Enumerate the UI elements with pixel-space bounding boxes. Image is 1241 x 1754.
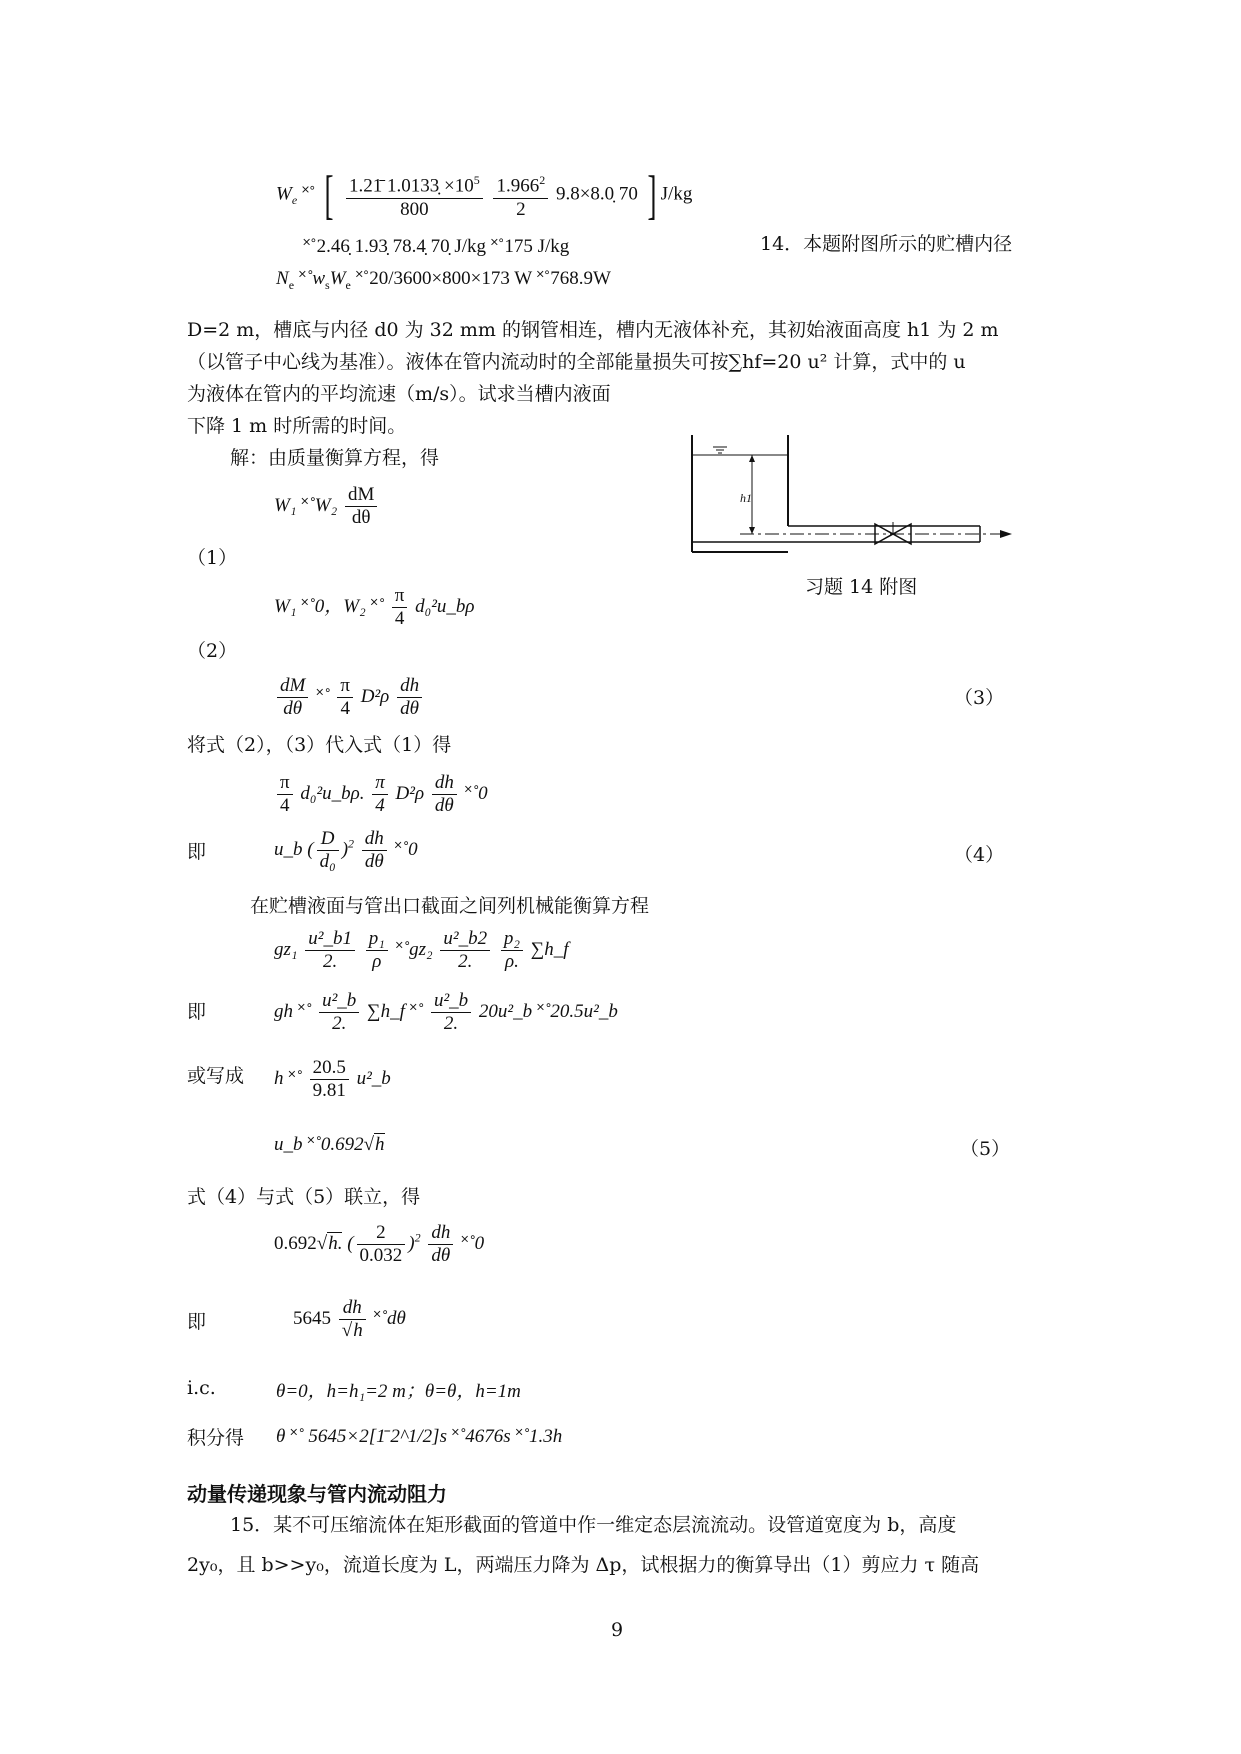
- combine-text: 式（4）与式（5）联立，得: [187, 1186, 421, 1208]
- eq3: $\frac{dM}{d\theta}$ ˟˚ $\frac{\pi}{4}$ D²ρ $\frac{dh}{d\theta}$: [274, 675, 425, 720]
- integ-label: 积分得: [187, 1427, 245, 1449]
- solution-intro: 解：由质量衡算方程，得: [230, 447, 440, 469]
- Ne-line: $N_e$ $˟˚w_sW_e$ ˟˚20/3600×800×173 W ˟˚768.9W: [276, 268, 611, 292]
- ji-3: 即: [187, 1311, 207, 1333]
- problem14-line3: 为液体在管内的平均流速（m/s）。试求当槽内液面: [187, 383, 611, 405]
- problem14-line1: D=2 m，槽底与内径 d0 为 32 mm 的钢管相连，槽内无液体补充，其初始液面高度 h1 为 2 m: [187, 319, 999, 341]
- h1-label: h1: [740, 491, 752, 505]
- eq4: u_b ( $\frac{D}{\text{d₀}}$ )$^2$ $\frac{dh}{d\theta}$ ˟˚0: [274, 828, 418, 872]
- problem15-line2: 2y₀，且 b>>y₀，流道长度为 L，两端压力降为 Δp，试根据力的衡算导出（1）剪应力 τ 随高: [187, 1554, 980, 1576]
- section-heading: 动量传递现象与管内流动阻力: [187, 1482, 447, 1506]
- problem14-lead: 14．本题附图所示的贮槽内径: [760, 233, 1013, 255]
- ic-conditions: θ=0，h=h₁=2 m；θ=θ，h=1m: [276, 1381, 521, 1402]
- ic-label: i.c.: [187, 1377, 216, 1399]
- eq1: W₁ ˟˚W₂ $\frac{dM}{d\theta}$: [274, 484, 380, 529]
- eq-energy-simplified: gh ˟˚ $\frac{\text{u²\_b}}{2.}$ ∑h_f ˟˚ $\frac{\text{u²\_b}}{2.}$ 20u²_b ˟˚20.5u²_b: [274, 990, 618, 1034]
- left-bracket: [: [324, 165, 334, 225]
- eq4a: $\frac{\pi}{4}$ d₀²u_bρ. $\frac{\pi}{4}$ D²ρ $\frac{dh}{d\theta}$ ˟˚0: [274, 772, 488, 817]
- huo-xiecheng: 或写成: [187, 1065, 245, 1087]
- fraction-2: $\frac{1.966^2}{2}$: [493, 169, 548, 220]
- eq5-label: （5）: [960, 1138, 1011, 1160]
- page-number: 9: [611, 1619, 624, 1641]
- eq-energy-balance: gz₁ $\frac{\text{u²\_b1}}{2.}$ $\frac{\text{p₁}}{\rho}$ ˟˚gz₂ $\frac{\text{u²\_b2}}{2.}$ $\frac{\text{p₂}}{\rho.}$ ∑h_f: [274, 928, 569, 972]
- mech-energy-text: 在贮槽液面与管出口截面之间列机械能衡算方程: [250, 895, 650, 917]
- eq4-label: （4）: [954, 844, 1005, 866]
- We-result-line: ˟˚2.46̣ 1.93̣ 78.4̣ 70̣ J/kg ˟˚175 J/kg: [303, 236, 570, 257]
- eq6: 0.692√h. ( $\frac{2}{0.032}$ )$^2$ $\frac{dh}{d\theta}$ ˟˚0: [274, 1222, 485, 1266]
- eq1-label: （1）: [187, 547, 238, 569]
- integ-result: θ ˟˚ 5645×2[1̄ 2^1/2]s ˟˚4676s ˟˚1.3h: [276, 1426, 563, 1447]
- right-bracket: ]: [647, 165, 657, 225]
- problem14-line4: 下降 1 m 时所需的时间。: [187, 415, 407, 437]
- eq7: 5645 $\frac{dh}{√h}$ ˟˚dθ: [293, 1297, 406, 1341]
- We-equation: $W_e$ ˟˚ [ $\frac{1.21̄ 1.0133̣ \times 10^5}{800}$ $\frac{1.966^2}{2}$ 9.8×8.0̣ 70 ] J/kg: [276, 165, 693, 225]
- eq-h-form: h ˟˚ $\frac{20.5}{9.81}$ u²_b: [274, 1057, 391, 1101]
- eq2: W₁ ˟˚0，W₂ ˟˚ $\frac{\pi}{4}$ d₀²u_bρ: [274, 585, 475, 629]
- ji-1: 即: [187, 841, 207, 863]
- eq5: u_b ˟˚0.692√h: [274, 1134, 385, 1155]
- eq3-label: （3）: [954, 687, 1005, 709]
- problem14-line2: （以管子中心线为基准）。液体在管内流动时的全部能量损失可按∑hf=20 u² 计算，式中的 u: [187, 351, 966, 373]
- fraction-1: $\frac{1.21̄ 1.0133̣ \times 10^5}{800}$: [346, 169, 483, 220]
- eq2-label: （2）: [187, 640, 238, 662]
- tank-figure: [680, 430, 1020, 560]
- figure-caption: 习题 14 附图: [805, 576, 918, 598]
- ji-2: 即: [187, 1001, 207, 1023]
- substitute-text: 将式（2），（3）代入式（1）得: [187, 734, 452, 756]
- problem15-line1: 15．某不可压缩流体在矩形截面的管道中作一维定态层流流动。设管道宽度为 b，高度: [230, 1514, 957, 1536]
